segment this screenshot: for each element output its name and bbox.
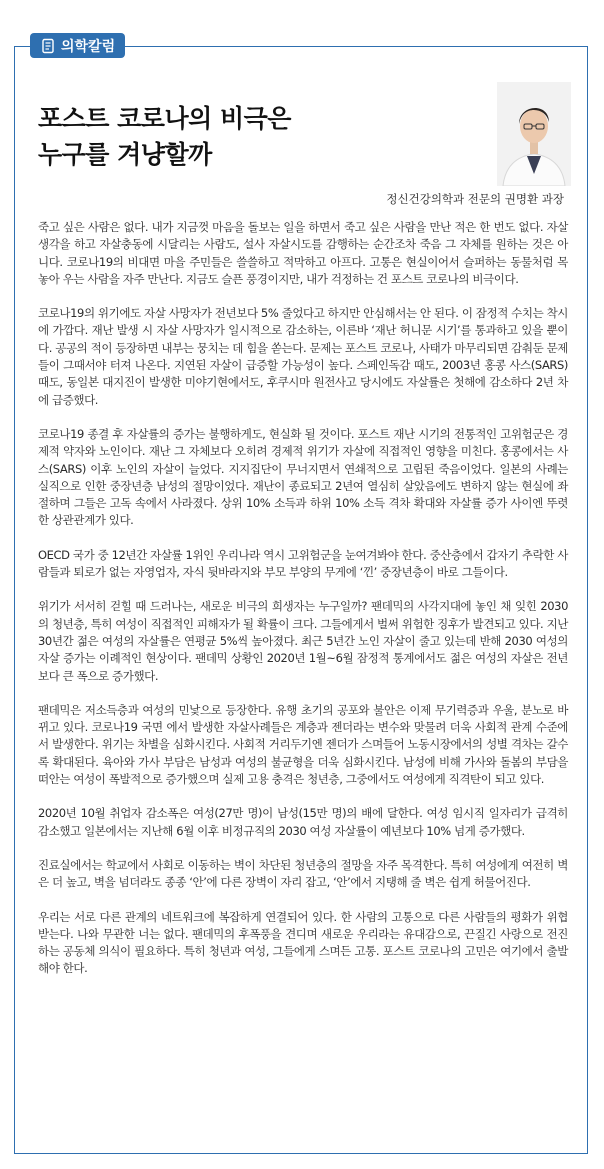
article-title [38,101,368,173]
paragraph: 우리는 서로 다른 관계의 네트워크에 복잡하게 연결되어 있다. 한 사람의 고통으로 다른 사람들의 평화가 위협받는다. 나와 무관한 너는 없다. 팬데믹의 후폭풍을 견디며 새로운 우리라는 유대감으로, 끈질긴 사랑으로 전진하는 공동체 의식이 필요하다. 특히 청년과 여성, 그들에게 스며든 고통. 포스트 코로나의 고민은 여기에서 출발해야 한다. [38,909,568,976]
paragraph: 위기가 서서히 걷힐 때 드러나는, 새로운 비극의 희생자는 누구일까? 팬데믹의 사각지대에 놓인 채 잊힌 2030의 청년층, 특히 여성이 직접적인 피해자가 될 확률이 크다. 그들에게서 벌써 위험한 징후가 발견되고 있다. 지난 30년간 젊은 여성의 자살률은 연평균 5%씩 높아졌다. 최근 5년간 노인 자살이 줄고 있는데 반해 2030 여성의 자살 증가는 이례적인 현상이다. 팬데믹 상황인 2020년 1월~6월 잠정적 통계에서도 젊은 여성의 자살은 전년보다 큰 폭으로 증가했다. [38,599,568,683]
document-icon [40,38,56,54]
paragraph: 2020년 10월 취업자 감소폭은 여성(27만 명)이 남성(15만 명)의 배에 달한다. 여성 임시직 일자리가 급격히 감소했고 일본에서는 지난해 6월 이후 비정규직의 2030 여성 자살률이 예년보다 10% 넘게 증가했다. [38,806,568,838]
column-badge [30,33,125,58]
article-title-line: 포스트 코로나의 비극은 [38,104,291,133]
paragraph: 죽고 싶은 사람은 없다. 내가 지금껏 마음을 돌보는 일을 하면서 죽고 싶은 사람을 만난 적은 한 번도 없다. 자살생각을 하고 자살충동에 시달리는 사람도, 설사 자살시도를 감행하는 순간조차 죽음 그 자체를 원하는 것은 아니다. 코로나19의 비대면 마을 주민들은 쓸쓸하고 적막하고 아프다. 고통은 현실이어서 슬퍼하는 동물처럼 목 놓아 우는 사람을 자주 만난다. 지금도 슬픈 풍경이지만, 내가 걱정하는 건 포스트 코로나의 비극이다. [38,220,568,286]
paragraph: OECD 국가 중 12년간 자살률 1위인 우리나라 역시 고위험군을 눈여겨봐야 한다. 중산층에서 갑자기 추락한 사람들과 퇴로가 없는 자영업자, 자식 뒷바라지와 부모 부양의 무게에 ‘낀’ 중장년층이 바로 그들이다. [38,547,568,580]
article-body [38,219,568,995]
paragraph: 코로나19 종결 후 자살률의 증가는 불행하게도, 현실화 될 것이다. 포스트 재난 시기의 전통적인 고위험군은 경제적 약자와 노인이다. 재난 그 자체보다 오히려 경제적 위기가 자살에 직접적인 영향을 미친다. 홍콩에서는 사스(SARS) 이후 노인의 자살이 늘었다. 지지집단이 무너지면서 연쇄적으로 고립된 죽음이었다. 일본의 사례는 실직으로 인한 중장년층 남성의 절망이었다. 재난이 종료되고 2년여 열심히 살았음에도 변하지 않는 현실에 좌절하며 그들은 고독 속에서 사라졌다. 상위 10% 소득과 하위 10% 소득 격차 확대와 자살률 증가 사이엔 뚜렷한 상관관계가 있다. [38,426,568,528]
paragraph: 진료실에서는 학교에서 사회로 이동하는 벽이 차단된 청년층의 절망을 자주 목격한다. 특히 여성에게 여전히 벽은 더 높고, 벽을 넘더라도 종종 ‘안’에 다른 장벽이 자리 잡고, ‘안’에서 지탱해 줄 벽은 쉽게 허물어진다. [38,857,568,890]
paragraph: 코로나19의 위기에도 자살 사망자가 전년보다 5% 줄었다고 하지만 안심해서는 안 된다. 이 잠정적 수치는 착시에 가깝다. 재난 발생 시 자살 사망자가 일시적으로 감소하는, 이른바 ‘재난 허니문 시기’를 통과하고 있을 뿐이다. 공공의 적이 등장하면 내부는 뭉치는 데 힘을 쏟는다. 문제는 포스트 코로나, 사태가 마무리되면 감춰둔 문제들이 그때서야 터져 나온다. 지연된 자살이 급증할 가능성이 높다. 스페인독감 때도, 2003년 홍콩 사스(SARS) 때도, 동일본 대지진이 발생한 미야기현에서도, 후쿠시마 원전사고 당시에도 자살률은 첫해에 감소하다 2년 차에 급증했다. [38,306,568,407]
author-byline: 정신건강의학과 전문의 권명환 과장 [386,192,564,206]
paragraph: 팬데믹은 저소득층과 여성의 민낯으로 등장한다. 유행 초기의 공포와 불안은 이제 무기력증과 우울, 분노로 바뀌고 있다. 코로나19 국면 에서 발생한 자살사례들은 계층과 젠더라는 변수와 맞물려 더욱 사회적 관계 수준에서 발생한다. 위기는 차별을 심화시킨다. 사회적 거리두기엔 젠더가 스며들어 노동시장에서의 성별 격차는 갈수록 확대된다. 육아와 가사 부담은 남성과 여성의 불균형을 더욱 심화시킨다. 남성에 비해 가사와 돌봄의 부담을 떠안는 여성이 폭발적으로 증가했으며 실제 고용 충격은 청년층, 그중에서도 여성에게 직격탄이 되고 있다. [38,702,568,787]
article-title-line: 누구를 겨냥할까 [38,140,212,169]
author-photo [497,82,571,186]
column-badge-label: 의학칼럼 [61,38,116,55]
